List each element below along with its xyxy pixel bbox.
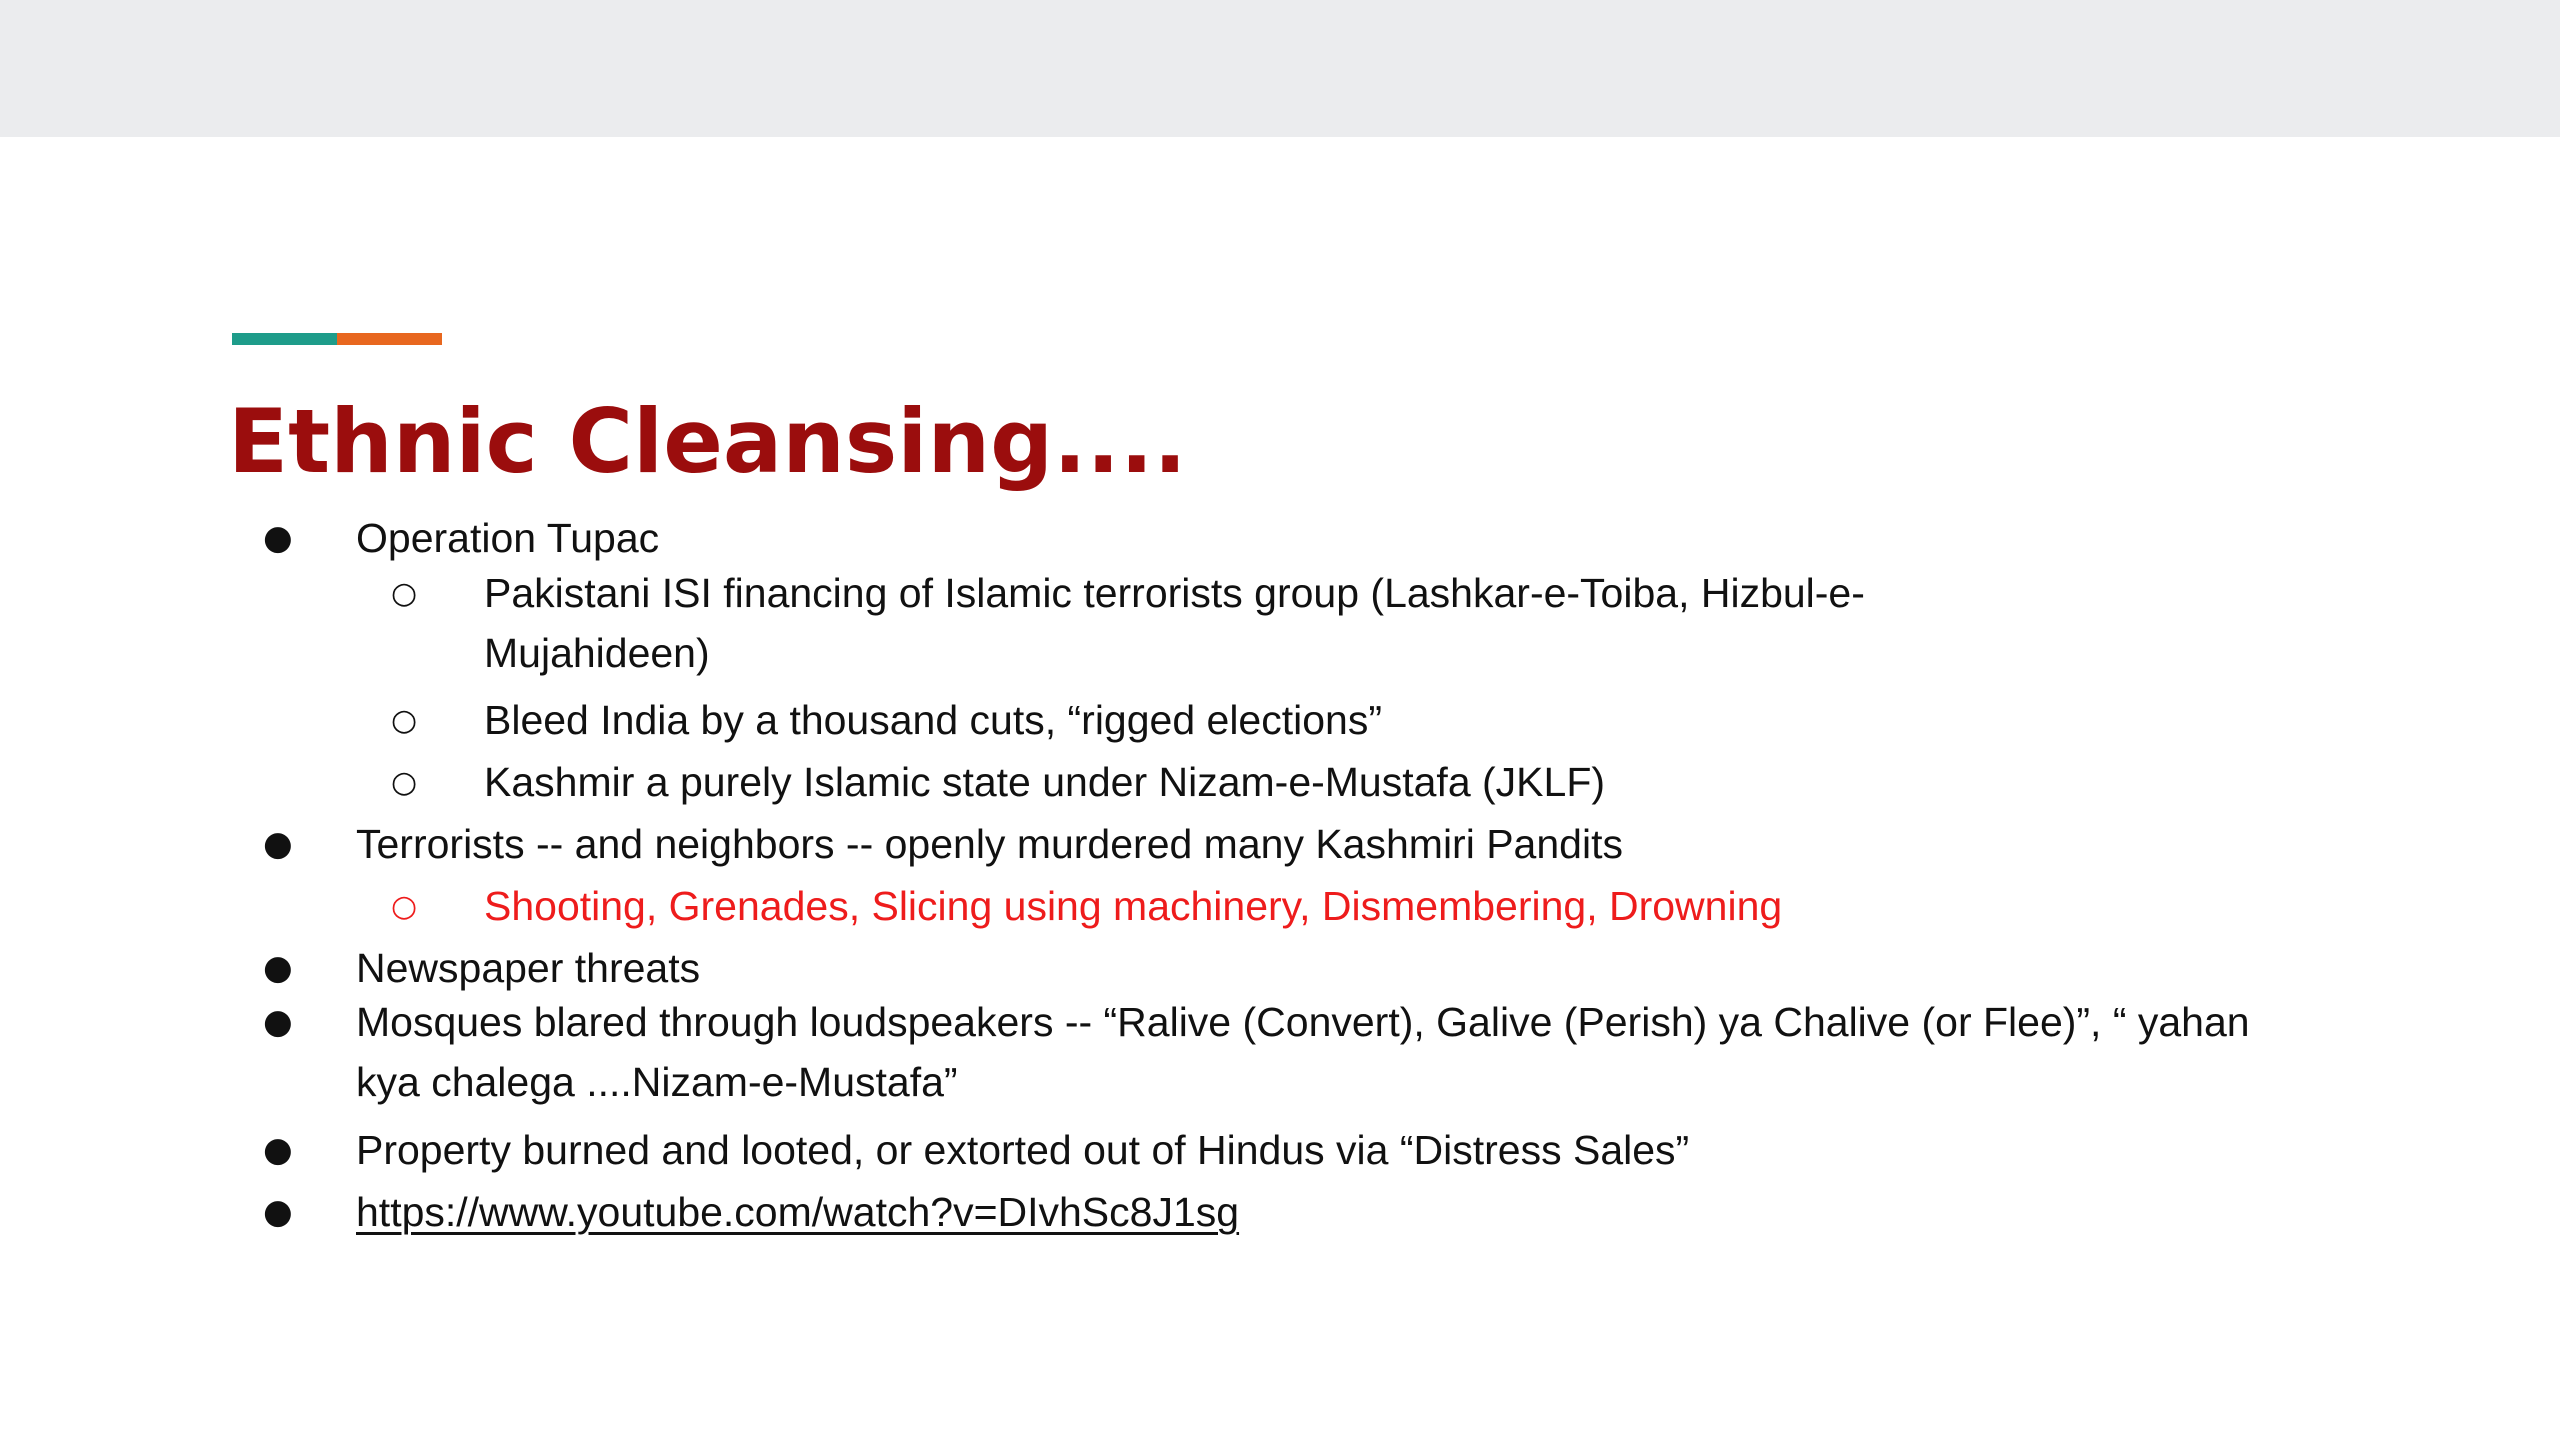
bullet-terrorists-murdered [263, 814, 1623, 874]
slide-title: Ethnic Cleansing.... [228, 390, 1187, 493]
bullet-text: Property burned and looted, or extorted out of Hindus via “Distress Sales” [356, 1127, 1690, 1173]
bullet-disc-icon: ● [263, 1130, 293, 1170]
bullet-newspaper-threats [263, 938, 701, 998]
bullet-disc-icon: ● [263, 824, 293, 864]
bullet-text: Mosques blared through loudspeakers -- “Ralive (Convert), Galive (Perish) ya Chalive (or Flee)”, “ yahan kya chalega ....Nizam-e-Mustafa” [356, 999, 2250, 1105]
bullet-disc-icon: ● [263, 1192, 293, 1232]
bullet-property-burned [263, 1120, 1690, 1180]
bullet-text: Kashmir a purely Islamic state under Nizam-e-Mustafa (JKLF) [484, 759, 1606, 805]
bullet-text: Terrorists -- and neighbors -- openly murdered many Kashmiri Pandits [356, 821, 1623, 867]
subbullet-methods [391, 876, 1783, 936]
bullet-text: Operation Tupac [356, 515, 660, 561]
subbullet-isi-financing [391, 563, 1904, 683]
bullet-disc-icon: ● [263, 948, 293, 988]
bullet-circle-icon: ○ [391, 889, 418, 924]
bullet-operation-tupac [263, 508, 660, 568]
subbullet-kashmir-islamic-state [391, 752, 1606, 812]
bullet-disc-icon: ● [263, 518, 293, 558]
bullet-circle-icon: ○ [391, 765, 418, 800]
youtube-link[interactable]: https://www.youtube.com/watch?v=DIvhSc8J1sg [356, 1189, 1240, 1235]
bullet-text: Shooting, Grenades, Slicing using machinery, Dismembering, Drowning [484, 883, 1783, 929]
bullet-youtube-link [263, 1182, 1240, 1242]
bullet-circle-icon: ○ [391, 703, 418, 738]
bullet-mosques-loudspeakers [263, 992, 2306, 1112]
subbullet-bleed-india [391, 690, 1382, 750]
bullet-circle-icon: ○ [391, 576, 418, 611]
bullet-text: Newspaper threats [356, 945, 701, 991]
bullet-disc-icon: ● [263, 1002, 293, 1042]
bullet-text: Bleed India by a thousand cuts, “rigged elections” [484, 697, 1382, 743]
bullet-text: Pakistani ISI financing of Islamic terrorists group (Lashkar-e-Toiba, Hizbul-e-Mujahideen) [484, 570, 1865, 676]
